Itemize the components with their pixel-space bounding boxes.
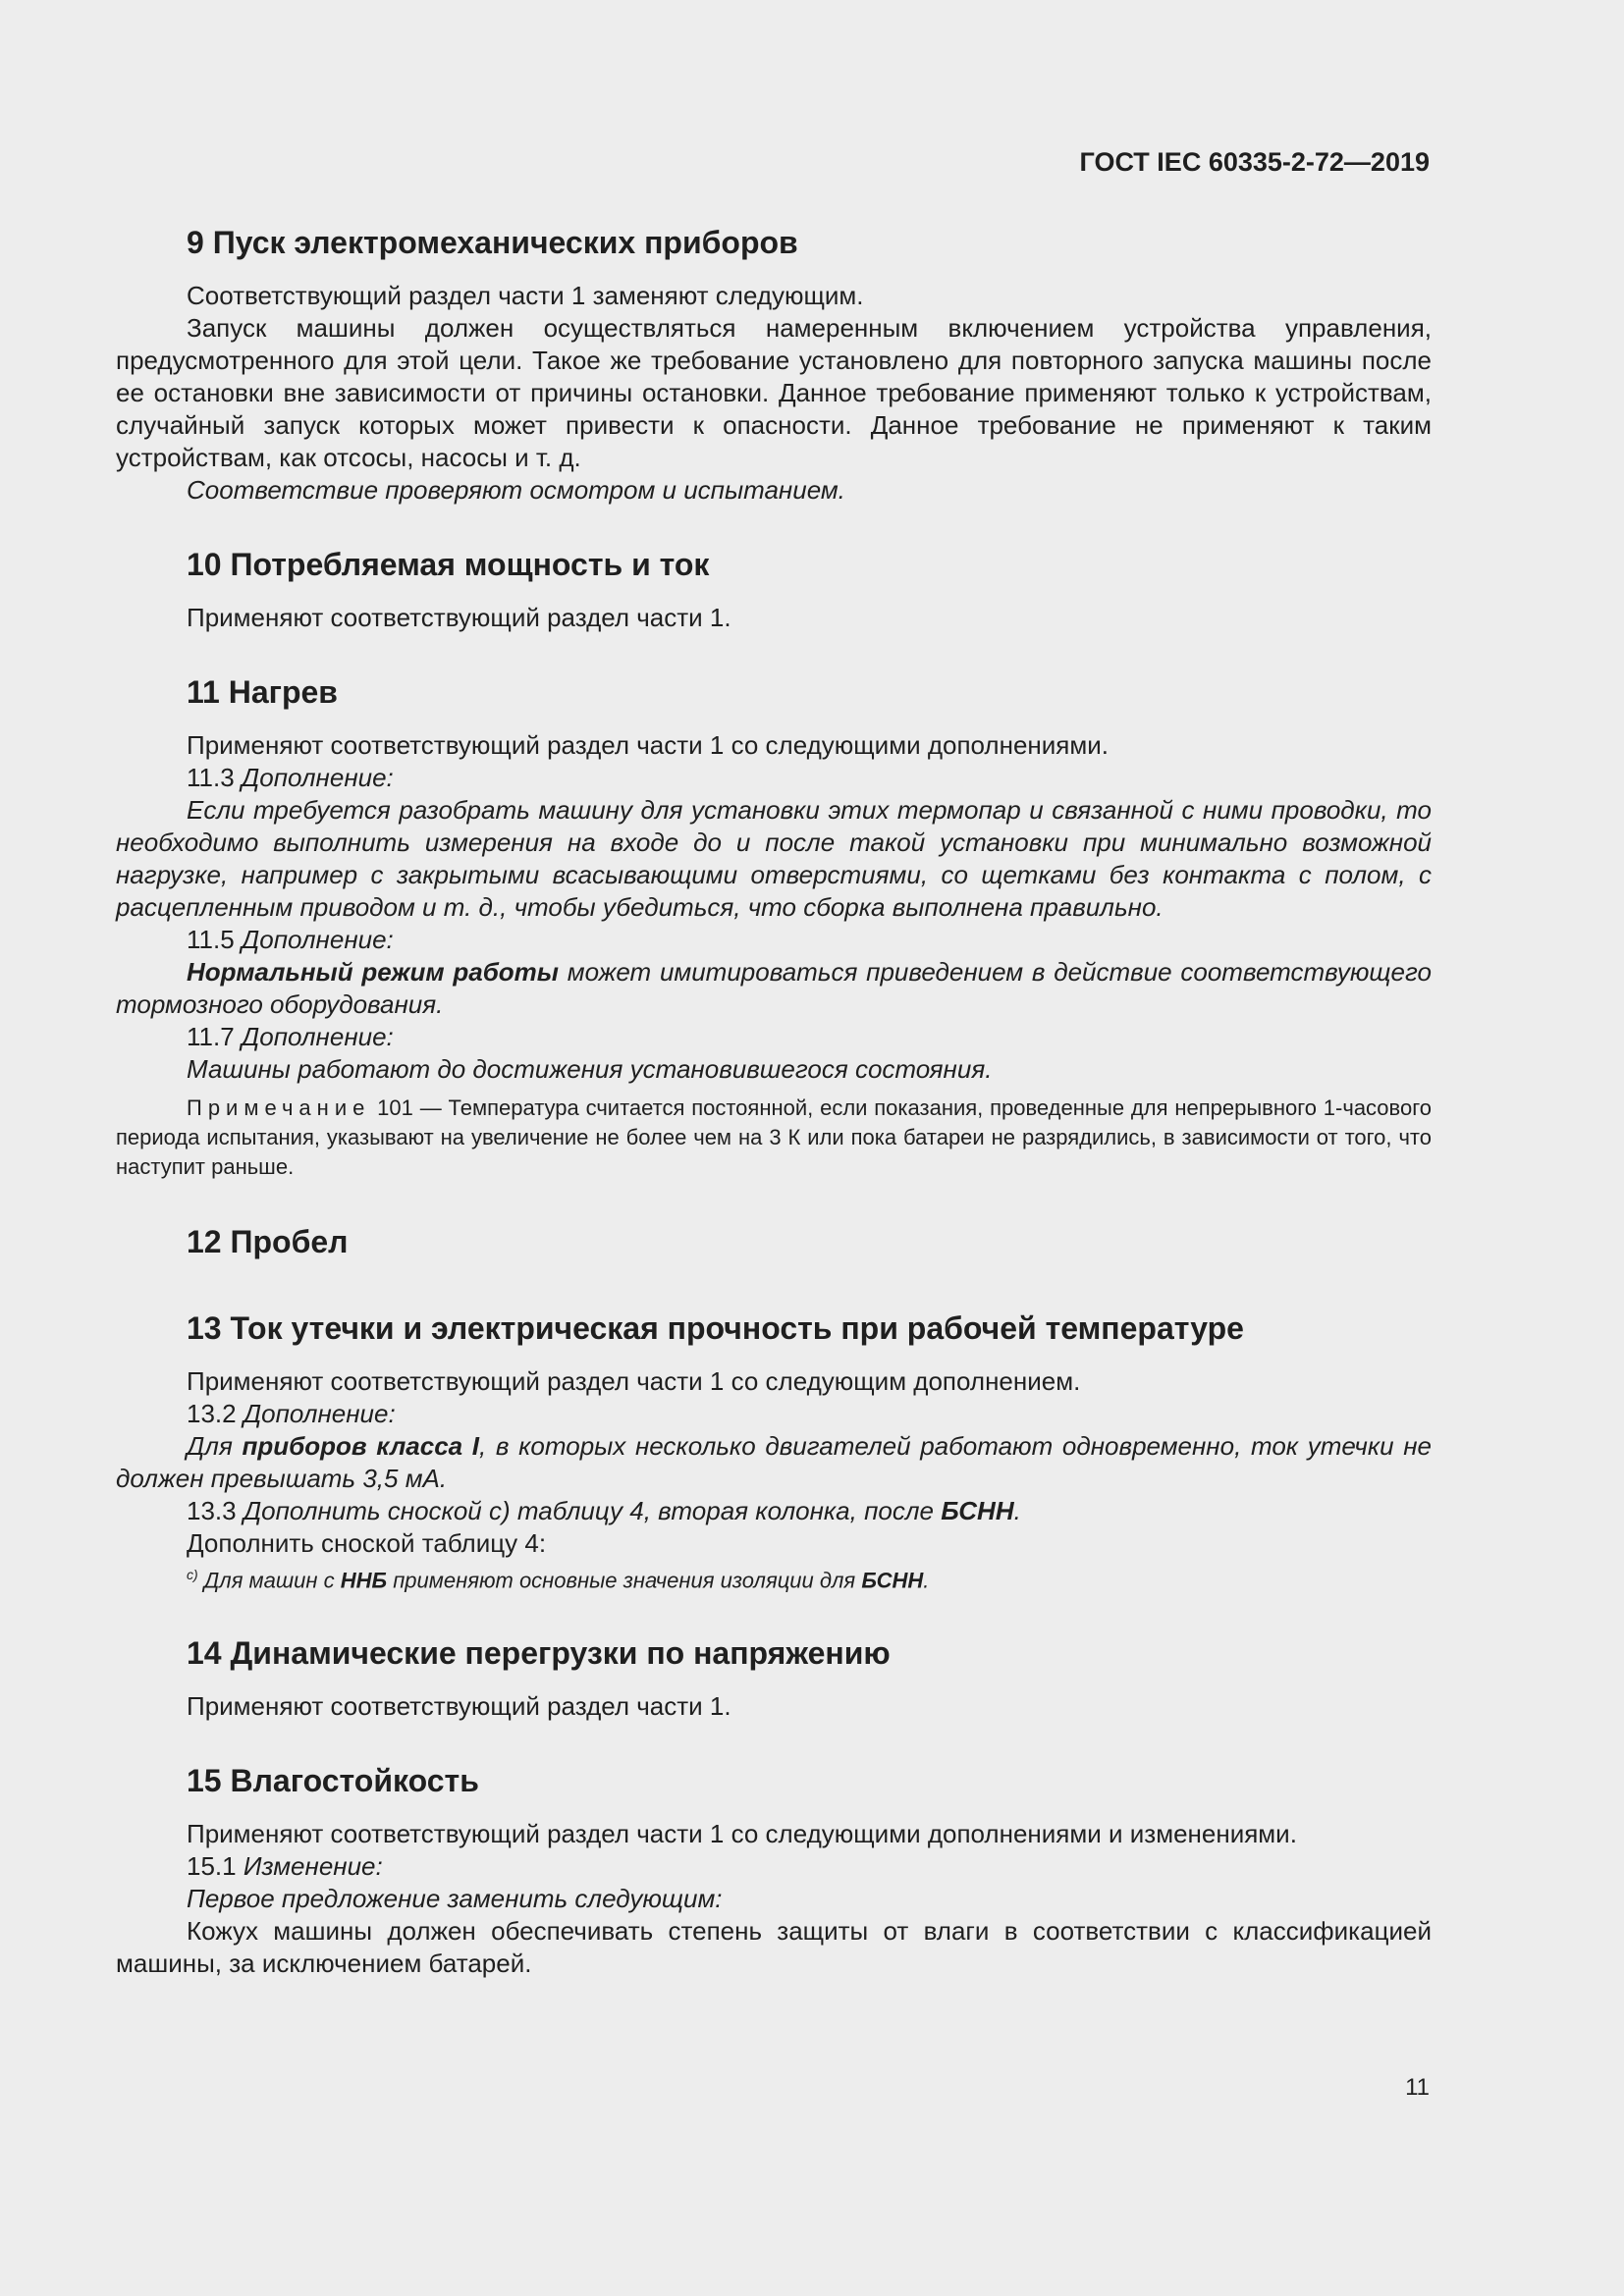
section-15-title: 15 Влагостойкость [187,1763,479,1799]
clause-13-3-addition: Дополнить сноской таблицу 4: [187,1528,547,1558]
clause-number: 13.3 [187,1496,237,1525]
clause-15-1-text: Кожух машины должен обеспечивать степень защиты от влаги в соответствии с классификацией машины, за исключением батарей. [116,1916,1432,1979]
section-11-intro: Применяют соответствующий раздел части 1 со следующими дополнениями. [187,730,1109,760]
clause-13-3 [116,1495,1432,1527]
clause-label: Дополнение: [241,925,394,954]
clause-11-5-text [116,956,1432,1021]
clause-11-5-heading [116,924,1432,956]
section-12-title: 12 Пробел [187,1224,349,1259]
clause-11-7-text: Машины работают до достижения установившегося состояния. [187,1054,993,1084]
clause-15-1-instruction: Первое предложение заменить следующим: [187,1884,723,1914]
clause-text: , в которых несколько двигателей работают одновременно, ток утечки не должен превышать 3,5 мА. [116,1431,1432,1493]
clause-number: 11.5 [187,925,235,954]
clause-11-3-text: Если требуется разобрать машину для установки этих термопар и связанной с ними проводки, то необходимо выполнить измерения на входе до и после такой установки при минимально возможной нагрузке, например с закрытыми всасывающими отверстиями, со щетками без контакта с полом, с расцепленным приводом и т. д., чтобы убедиться, что сборка выполнена правильно. [116,795,1432,922]
clause-number: 15.1 [187,1851,237,1882]
footnote-end: . [923,1568,930,1593]
note-text: 101 — Температура считается постоянной, если показания, проведенные для непрерывного 1-часового периода испытания, указывают на увеличение не более чем на 3 К или пока батареи не разрядились, в зависимости от того, что наступит раньше. [116,1095,1432,1179]
clause-number: 11.3 [187,763,235,792]
section-13-title: 13 Ток утечки и электрическая прочность при рабочей температуре [187,1310,1244,1346]
section-15-intro: Применяют соответствующий раздел части 1 со следующими дополнениями и изменениями. [187,1819,1297,1849]
clause-15-1-heading [116,1850,1432,1883]
defined-term: БСНН [861,1568,924,1593]
document-header: ГОСТ IEC 60335-2-72—2019 [1079,147,1430,177]
section-9-body: Запуск машины должен осуществляться намеренным включением устройства управления, предусмотренного для этой цели. Такое же требование установлено для повторного запуска машины после ее остановки вне зависимости от причины остановки. Данное требование применяют только к устройствам, случайный запуск которых может привести к опасности. Данное требование не применяют к таким устройствам, как отсосы, насосы и т. д. [116,313,1432,472]
footnote-mark: c) [187,1567,198,1582]
note-label: Примечание [187,1095,371,1120]
section-14-body: Применяют соответствующий раздел части 1. [187,1691,731,1722]
section-9-compliance: Соответствие проверяют осмотром и испытанием. [187,475,845,505]
page-number: 11 [1405,2074,1430,2101]
section-9-intro: Соответствующий раздел части 1 заменяют следующим. [187,281,864,310]
clause-end: . [1013,1496,1021,1525]
section-10-title: 10 Потребляемая мощность и ток [187,547,710,582]
defined-term: Нормальный режим работы [187,957,560,987]
clause-number: 11.7 [187,1022,235,1051]
section-14-title: 14 Динамические перегрузки по напряжению [187,1635,891,1672]
document-body [116,224,1432,1980]
defined-term: БСНН [941,1496,1014,1525]
clause-text: может имитироваться приведением в действие соответствующего тормозного оборудования. [116,957,1432,1019]
defined-term: ННБ [340,1568,388,1593]
clause-label: Дополнение: [241,1022,394,1051]
clause-label: Изменение: [243,1851,383,1882]
table-footnote [116,1560,1432,1595]
section-11-title: 11 Нагрев [187,674,338,710]
clause-text: Для [187,1431,233,1461]
section-13-intro: Применяют соответствующий раздел части 1 со следующим дополнением. [187,1366,1081,1396]
footnote-text: Для машин с [203,1568,335,1593]
clause-11-7-heading [116,1021,1432,1053]
defined-term: приборов класса I [242,1431,480,1461]
clause-13-2-text [116,1430,1432,1495]
clause-13-2-heading [116,1398,1432,1430]
clause-text: Дополнить сноской c) таблицу 4, вторая колонка, после [243,1496,934,1525]
clause-11-3-heading [116,762,1432,794]
clause-number: 13.2 [187,1399,237,1428]
section-11-note [116,1094,1432,1182]
section-10-body: Применяют соответствующий раздел части 1. [187,603,731,632]
section-9-title: 9 Пуск электромеханических приборов [187,225,798,260]
footnote-text: применяют основные значения изоляции для [393,1568,856,1593]
clause-label: Дополнение: [241,763,394,792]
clause-label: Дополнение: [243,1399,396,1428]
